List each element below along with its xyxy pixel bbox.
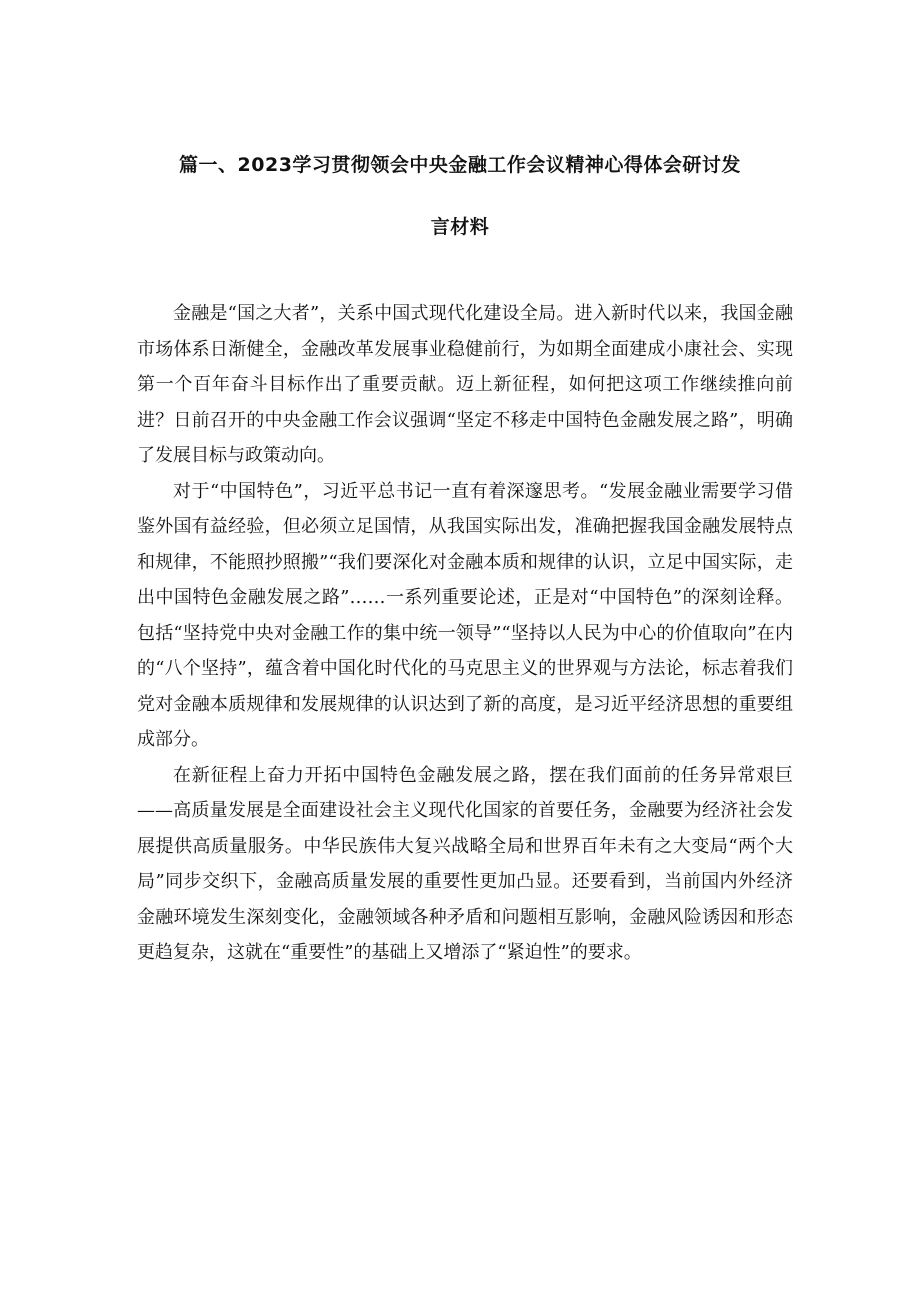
document-title-line-1: 篇一、2023学习贯彻领会中央金融工作会议精神心得体会研讨发 [179,154,741,176]
paragraph-2: 对于“中国特色”，习近平总书记一直有着深邃思考。“发展金融业需要学习借鉴外国有益经验，但必须立足国情，从我国实际出发，准确把握我国金融发展特点和规律，不能照抄照搬”“我们要深化对金融本质和规律的认识，立足中国实际，走出中国特色金融发展之路”……一系列重要论述，正是对“中国特色”的深刻诠释。包括“坚持党中央对金融工作的集中统一领导”“坚持以人民为中心的价值取向”在内的“八个坚持”，蕴含着中国化时代化的马克思主义的世界观与方法论，标志着我们党对金融本质规律和发展规律的认识达到了新的高度，是习近平经济思想的重要组成部分。 [137,480,793,750]
paragraph-1: 金融是“国之大者”，关系中国式现代化建设全局。进入新时代以来，我国金融市场体系日渐健全，金融改革发展事业稳健前行，为如期全面建成小康社会、实现第一个百年奋斗目标作出了重要贡献。迈上新征程，如何把这项工作继续推向前进？日前召开的中央金融工作会议强调“坚定不移走中国特色金融发展之路”，明确了发展目标与政策动向。 [137,303,793,466]
document-title-line-2: 言材料 [430,216,490,238]
document-body [137,296,793,971]
paragraph-3: 在新征程上奋力开拓中国特色金融发展之路，摆在我们面前的任务异常艰巨——高质量发展是全面建设社会主义现代化国家的首要任务，金融要为经济社会发展提供高质量服务。中华民族伟大复兴战略全局和世界百年未有之大变局“两个大局”同步交织下，金融高质量发展的重要性更加凸显。还要看到，当前国内外经济金融环境发生深刻变化，金融领域各种矛盾和问题相互影响，金融风险诱因和形态更趋复杂，这就在“重要性”的基础上又增添了“紧迫性”的要求。 [137,764,793,963]
